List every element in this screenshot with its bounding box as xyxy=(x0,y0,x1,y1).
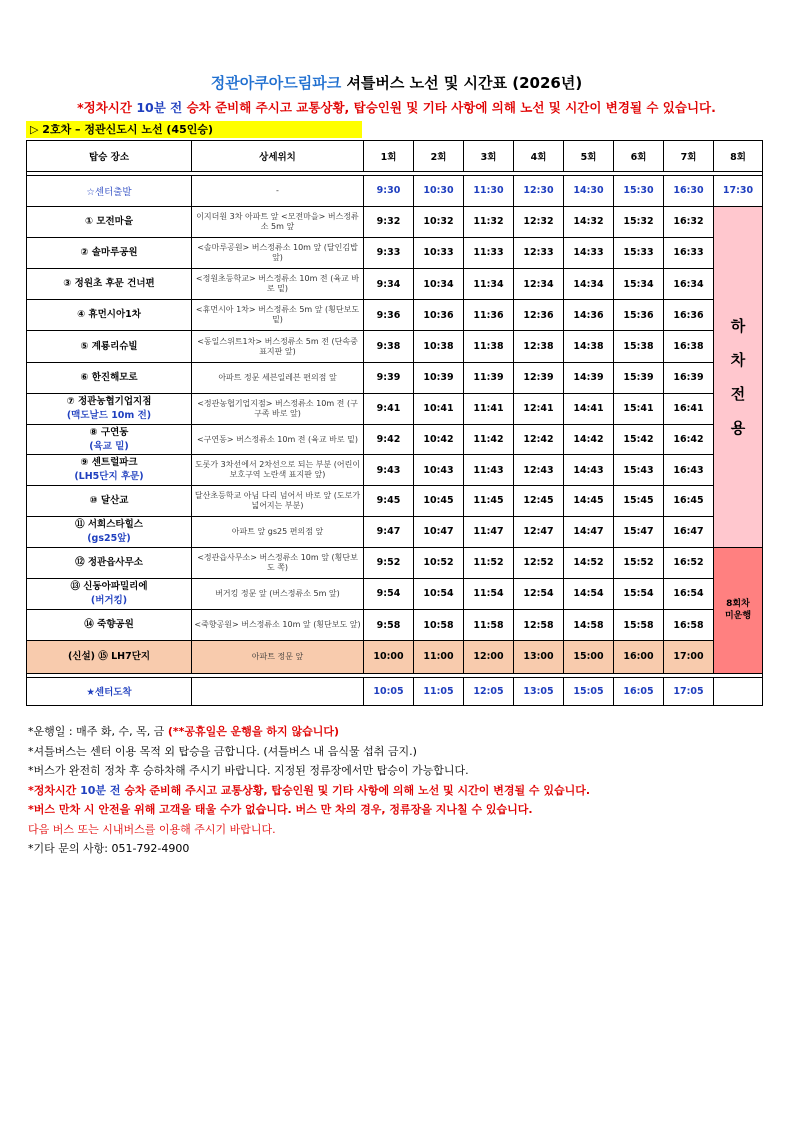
stop-time: 14:52 xyxy=(564,547,614,578)
stop-time: 16:47 xyxy=(664,516,714,547)
stop-time: 10:39 xyxy=(414,362,464,393)
stop-time: 12:39 xyxy=(514,362,564,393)
column-header: 탑승 장소 xyxy=(27,141,192,172)
stop-place xyxy=(27,268,192,299)
table-row xyxy=(27,393,763,424)
no-service-cell xyxy=(714,547,763,673)
title-brand: 정관아쿠아드림파크 xyxy=(210,74,342,92)
stop-time: 12:43 xyxy=(514,455,564,486)
stop-time: 15:43 xyxy=(614,455,664,486)
stop-time: 11:33 xyxy=(464,237,514,268)
stop-time: 14:39 xyxy=(564,362,614,393)
stop-time: 10:41 xyxy=(414,393,464,424)
column-header: 5회 xyxy=(564,141,614,172)
stop-time: 9:58 xyxy=(364,610,414,641)
note-alternative: 다음 버스 또는 시내버스를 이용해 주시기 바랍니다. xyxy=(28,822,276,836)
stop-landmark: (버거킹) xyxy=(90,594,128,606)
stop-time: 15:32 xyxy=(614,206,664,237)
stop-detail: 이지더원 3차 아파트 앞 <모전마을> 버스정류소 5m 앞 xyxy=(192,206,364,237)
stop-time: 10:33 xyxy=(414,237,464,268)
dropoff-char: 용 xyxy=(730,418,746,437)
stop-name: ① 모전마을 xyxy=(84,215,134,227)
stop-name: ⑦ 정관농협기업지점 xyxy=(66,395,152,407)
stop-time: 12:32 xyxy=(514,206,564,237)
stop-name: ② 솔마루공원 xyxy=(80,246,138,258)
stop-time: 12:41 xyxy=(514,393,564,424)
stop-time: 10:00 xyxy=(364,641,414,673)
page-title xyxy=(0,72,793,93)
stop-place xyxy=(27,362,192,393)
stop-place xyxy=(27,331,192,362)
table-row xyxy=(27,206,763,237)
table-row xyxy=(27,516,763,547)
arrival-time: 10:05 xyxy=(364,677,414,705)
stop-time: 10:38 xyxy=(414,331,464,362)
stop-detail: <정원초등학교> 버스정류소 10m 전 (육교 바로 밑) xyxy=(192,268,364,299)
stop-time: 15:33 xyxy=(614,237,664,268)
dropoff-char: 하 xyxy=(730,316,746,335)
departure-time: 12:30 xyxy=(514,176,564,206)
note-holiday: (**공휴일은 운행을 하지 않습니다) xyxy=(167,725,339,738)
stop-time: 9:36 xyxy=(364,300,414,331)
stop-time: 14:43 xyxy=(564,455,614,486)
title-rest: 셔틀버스 노선 및 시간표 (2026년) xyxy=(341,74,583,92)
table-row xyxy=(27,455,763,486)
warning-part: 승차 준비해 주시고 교통상황, 탑승인원 및 기타 사항에 의해 노선 및 시간이 변경될 수 있습니다. xyxy=(182,100,716,115)
stop-time: 16:32 xyxy=(664,206,714,237)
stop-name: ⑪ 서희스타힐스 xyxy=(75,518,143,530)
stop-time: 14:45 xyxy=(564,486,614,517)
arrival-detail xyxy=(192,677,364,705)
stop-time: 15:36 xyxy=(614,300,664,331)
stop-time: 14:47 xyxy=(564,516,614,547)
stop-detail: 버거킹 정문 앞 (버스정류소 5m 앞) xyxy=(192,578,364,609)
departure-time: 16:30 xyxy=(664,176,714,206)
stop-place xyxy=(27,641,192,673)
stop-time: 10:42 xyxy=(414,424,464,455)
arrival-empty xyxy=(714,677,763,705)
stop-detail: <동일스위트1차> 버스정류소 5m 전 (단속중 표지판 앞) xyxy=(192,331,364,362)
stop-landmark: (LH5단지 후문) xyxy=(74,471,144,483)
stop-time: 15:54 xyxy=(614,578,664,609)
stop-time: 16:38 xyxy=(664,331,714,362)
note-contact: *기타 문의 사항: 051-792-4900 xyxy=(28,842,190,855)
departure-detail: - xyxy=(192,176,364,206)
stop-time: 12:47 xyxy=(514,516,564,547)
arrival-time: 15:05 xyxy=(564,677,614,705)
stop-time: 15:47 xyxy=(614,516,664,547)
stop-name: ⑥ 한진해모로 xyxy=(80,371,138,383)
warning-part: *정차시간 xyxy=(77,100,137,115)
stop-name: ⑤ 계룡리슈빌 xyxy=(80,340,138,352)
note-text: *운행일 : 매주 화, 수, 목, 금 xyxy=(28,725,168,738)
stop-time: 14:41 xyxy=(564,393,614,424)
stop-time: 9:39 xyxy=(364,362,414,393)
arrival-time: 12:05 xyxy=(464,677,514,705)
stop-time: 14:54 xyxy=(564,578,614,609)
stop-name: ③ 정원초 후문 건너편 xyxy=(63,278,155,290)
stop-time: 9:47 xyxy=(364,516,414,547)
schedule-table xyxy=(26,140,763,706)
dropoff-only-cell xyxy=(714,206,763,547)
column-header: 4회 xyxy=(514,141,564,172)
stop-time: 9:41 xyxy=(364,393,414,424)
column-header: 6회 xyxy=(614,141,664,172)
column-header: 7회 xyxy=(664,141,714,172)
no-service-text: 미운행 xyxy=(724,611,752,622)
note-text: *정차시간 xyxy=(28,783,81,797)
stop-place xyxy=(27,578,192,609)
stop-time: 11:52 xyxy=(464,547,514,578)
stop-name: ⑫ 정관읍사무소 xyxy=(75,556,143,568)
stop-time: 12:42 xyxy=(514,424,564,455)
stop-time: 15:42 xyxy=(614,424,664,455)
stop-time: 9:45 xyxy=(364,486,414,517)
stop-detail: <솔마루공원> 버스정류소 10m 앞 (달인김밥 앞) xyxy=(192,237,364,268)
stop-time: 12:52 xyxy=(514,547,564,578)
stop-time: 14:33 xyxy=(564,237,614,268)
stop-detail: 도롯가 3차선에서 2차선으로 되는 부분 (어린이보호구역 노란색 표지판 앞) xyxy=(192,455,364,486)
stop-detail: <죽향공원> 버스정류소 10m 앞 (횡단보도 앞) xyxy=(192,610,364,641)
stop-place xyxy=(27,206,192,237)
departure-time: 11:30 xyxy=(464,176,514,206)
stop-time: 12:00 xyxy=(464,641,514,673)
stop-detail: <휴먼시아 1차> 버스정류소 5m 앞 (횡단보도 밑) xyxy=(192,300,364,331)
top-warning xyxy=(0,98,793,116)
stop-detail: <구연동> 버스정류소 10m 전 (육교 바로 밑) xyxy=(192,424,364,455)
stop-place xyxy=(27,393,192,424)
stop-time: 10:47 xyxy=(414,516,464,547)
stop-time: 10:34 xyxy=(414,268,464,299)
stop-time: 10:32 xyxy=(414,206,464,237)
stop-time: 14:38 xyxy=(564,331,614,362)
stop-time: 15:52 xyxy=(614,547,664,578)
departure-time: 10:30 xyxy=(414,176,464,206)
table-row-arrival xyxy=(27,677,763,705)
stop-time: 17:00 xyxy=(664,641,714,673)
stop-name: ⑩ 달산교 xyxy=(89,494,129,506)
stop-place xyxy=(27,486,192,517)
stop-time: 16:34 xyxy=(664,268,714,299)
stop-time: 9:33 xyxy=(364,237,414,268)
stop-time: 10:52 xyxy=(414,547,464,578)
departure-time: 9:30 xyxy=(364,176,414,206)
stop-time: 13:00 xyxy=(514,641,564,673)
stop-landmark: (맥도날드 10m 전) xyxy=(66,409,152,421)
stop-time: 9:38 xyxy=(364,331,414,362)
stop-time: 11:41 xyxy=(464,393,514,424)
stop-place xyxy=(27,300,192,331)
stop-time: 16:39 xyxy=(664,362,714,393)
table-row xyxy=(27,578,763,609)
stop-time: 16:43 xyxy=(664,455,714,486)
stop-time: 11:45 xyxy=(464,486,514,517)
stop-time: 10:45 xyxy=(414,486,464,517)
stop-time: 15:41 xyxy=(614,393,664,424)
notes-section xyxy=(28,722,590,859)
note-full-bus: *버스 만차 시 안전을 위해 고객을 태울 수가 없습니다. 버스 만 차의 경우, 정류장을 지나칠 수 있습니다. xyxy=(28,803,533,816)
note-usage: *셔틀버스는 센터 이용 목적 외 탑승을 금합니다. (셔틀버스 내 음식물 섭취 금지.) xyxy=(28,744,417,758)
stop-time: 15:00 xyxy=(564,641,614,673)
stop-time: 10:36 xyxy=(414,300,464,331)
stop-landmark: (육교 밑) xyxy=(89,440,129,452)
stop-time: 14:34 xyxy=(564,268,614,299)
departure-time: 14:30 xyxy=(564,176,614,206)
stop-time: 11:39 xyxy=(464,362,514,393)
stop-detail: 아파트 정문 앞 xyxy=(192,641,364,673)
stop-time: 16:58 xyxy=(664,610,714,641)
stop-time: 16:36 xyxy=(664,300,714,331)
stop-place xyxy=(27,610,192,641)
stop-time: 15:38 xyxy=(614,331,664,362)
table-row xyxy=(27,237,763,268)
stop-name: ⑧ 구연동 xyxy=(89,426,129,438)
table-row xyxy=(27,547,763,578)
note-highlight: 10분 전 xyxy=(80,783,121,797)
stop-time: 11:42 xyxy=(464,424,514,455)
stop-time: 10:58 xyxy=(414,610,464,641)
stop-time: 11:54 xyxy=(464,578,514,609)
stop-time: 15:39 xyxy=(614,362,664,393)
stop-time: 16:00 xyxy=(614,641,664,673)
stop-time: 16:33 xyxy=(664,237,714,268)
stop-time: 10:43 xyxy=(414,455,464,486)
stop-time: 11:47 xyxy=(464,516,514,547)
stop-name: (신설) ⑮ LH7단지 xyxy=(67,650,151,662)
departure-time: 15:30 xyxy=(614,176,664,206)
stop-time: 9:52 xyxy=(364,547,414,578)
dropoff-char: 전 xyxy=(730,384,746,403)
stop-time: 9:32 xyxy=(364,206,414,237)
stop-time: 11:43 xyxy=(464,455,514,486)
stop-place xyxy=(27,237,192,268)
stop-place xyxy=(27,516,192,547)
stop-time: 11:36 xyxy=(464,300,514,331)
stop-detail: <정관읍사무소> 버스정류소 10m 앞 (횡단보도 쪽) xyxy=(192,547,364,578)
route-label: ▷ 2호차 – 정관신도시 노선 (45인승) xyxy=(26,121,362,138)
departure-place: ☆센터출발 xyxy=(27,176,192,206)
stop-time: 12:33 xyxy=(514,237,564,268)
stop-time: 16:54 xyxy=(664,578,714,609)
column-header: 3회 xyxy=(464,141,514,172)
stop-detail: <정관농협기업지점> 버스정류소 10m 전 (구구족 바로 앞) xyxy=(192,393,364,424)
column-header: 2회 xyxy=(414,141,464,172)
stop-time: 16:52 xyxy=(664,547,714,578)
stop-time: 11:58 xyxy=(464,610,514,641)
stop-time: 11:34 xyxy=(464,268,514,299)
arrival-time: 17:05 xyxy=(664,677,714,705)
stop-time: 16:45 xyxy=(664,486,714,517)
note-boarding: *버스가 완전히 정차 후 승하차해 주시기 바랍니다. 지정된 정류장에서만 탑승이 가능합니다. xyxy=(28,764,469,777)
stop-name: ④ 휴먼시아1차 xyxy=(77,309,141,321)
dropoff-char: 차 xyxy=(730,350,746,369)
table-row xyxy=(27,331,763,362)
column-header: 1회 xyxy=(364,141,414,172)
table-row-departure xyxy=(27,176,763,206)
table-row xyxy=(27,641,763,673)
departure-time: 17:30 xyxy=(714,176,763,206)
table-row xyxy=(27,362,763,393)
stop-time: 14:58 xyxy=(564,610,614,641)
stop-detail: 달산초등학교 아님 다리 넘어서 바로 앞 (도로가 넓어지는 부분) xyxy=(192,486,364,517)
stop-time: 16:42 xyxy=(664,424,714,455)
stop-time: 16:41 xyxy=(664,393,714,424)
stop-time: 9:54 xyxy=(364,578,414,609)
arrival-time: 13:05 xyxy=(514,677,564,705)
warning-highlight: 10분 전 xyxy=(136,100,183,115)
table-header-row xyxy=(27,141,763,172)
note-operating-days xyxy=(28,722,590,742)
stop-place xyxy=(27,455,192,486)
stop-time: 15:34 xyxy=(614,268,664,299)
arrival-time: 11:05 xyxy=(414,677,464,705)
stop-time: 11:00 xyxy=(414,641,464,673)
stop-detail: 아파트 정문 세븐일레븐 편의점 앞 xyxy=(192,362,364,393)
stop-detail: 아파트 앞 gs25 편의점 앞 xyxy=(192,516,364,547)
table-row xyxy=(27,300,763,331)
stop-name: ⑭ 죽향공원 xyxy=(84,619,134,631)
stop-place xyxy=(27,547,192,578)
stop-time: 9:42 xyxy=(364,424,414,455)
stop-time: 11:32 xyxy=(464,206,514,237)
column-header: 상세위치 xyxy=(192,141,364,172)
stop-time: 12:45 xyxy=(514,486,564,517)
stop-name: ⑬ 신동아파밀리에 xyxy=(70,580,148,592)
table-row xyxy=(27,486,763,517)
stop-time: 12:58 xyxy=(514,610,564,641)
no-service-text: 8회차 xyxy=(726,599,750,610)
stop-name: ⑨ 센트럴파크 xyxy=(80,457,138,469)
table-row xyxy=(27,268,763,299)
stop-time: 14:36 xyxy=(564,300,614,331)
stop-time: 14:42 xyxy=(564,424,614,455)
stop-time: 9:43 xyxy=(364,455,414,486)
stop-time: 12:34 xyxy=(514,268,564,299)
stop-place xyxy=(27,424,192,455)
stop-time: 12:54 xyxy=(514,578,564,609)
column-header: 8회 xyxy=(714,141,763,172)
stop-landmark: (gs25앞) xyxy=(87,532,131,544)
note-text: 승차 준비해 주시고 교통상황, 탑승인원 및 기타 사항에 의해 노선 및 시간이 변경될 수 있습니다. xyxy=(120,783,591,797)
stop-time: 15:58 xyxy=(614,610,664,641)
table-row xyxy=(27,424,763,455)
stop-time: 14:32 xyxy=(564,206,614,237)
table-row xyxy=(27,610,763,641)
arrival-place: ★센터도착 xyxy=(27,677,192,705)
stop-time: 12:36 xyxy=(514,300,564,331)
arrival-time: 16:05 xyxy=(614,677,664,705)
stop-time: 12:38 xyxy=(514,331,564,362)
note-stop-time xyxy=(28,781,590,801)
stop-time: 15:45 xyxy=(614,486,664,517)
stop-time: 10:54 xyxy=(414,578,464,609)
stop-time: 11:38 xyxy=(464,331,514,362)
stop-time: 9:34 xyxy=(364,268,414,299)
